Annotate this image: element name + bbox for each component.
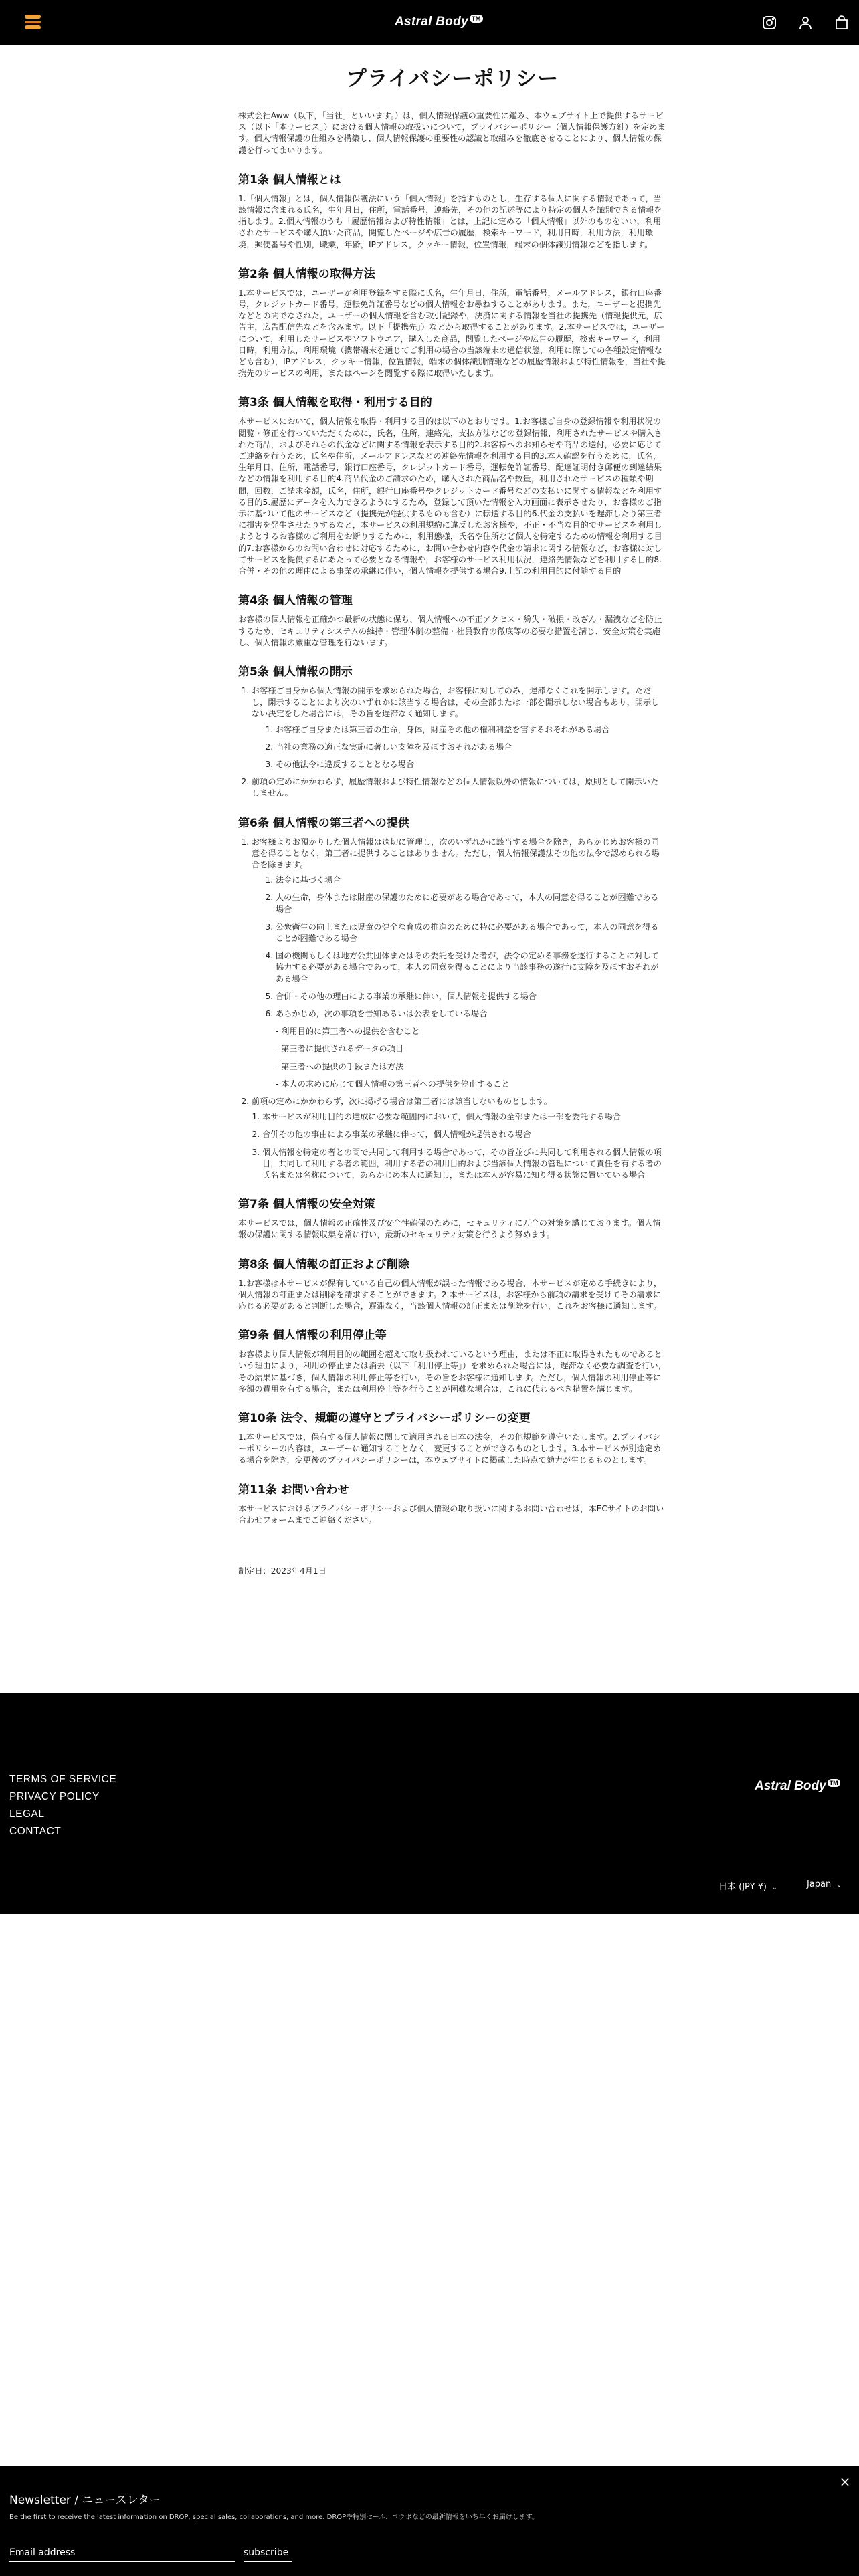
page-title: プライバシーポリシー: [345, 67, 559, 91]
list-item-text: 前項の定めにかかわらず，次に掲げる場合は第三者には該当しないものとします。: [252, 1096, 552, 1106]
list-item-text: お客様ご自身から個人情報の開示を求められた場合，お客様に対してのみ，遅滞なくこれを開示します。ただし，開示することにより次のいずれかに該当する場合は，その全部または一部を開示しない場合もあり，開示しない決定をした場合には，その旨を遅滞なく通知します。: [252, 685, 660, 719]
instagram-icon[interactable]: [761, 15, 777, 31]
sub-list-item: 1. 法令に基づく場合: [276, 875, 666, 886]
sub-list-item: 3. 公衆衛生の向上または児童の健全な育成の推進のために特に必要がある場合であって，本人の同意を得ることが困難である場合: [276, 922, 666, 944]
list-item: [252, 837, 666, 1090]
dash-list-item: - 第三者への提供の手段または方法: [276, 1061, 666, 1073]
list-item: [252, 1096, 666, 1181]
email-field[interactable]: [9, 2544, 235, 2562]
sub-list-item: 1. 本サービスが利用目的の達成に必要な範囲内において，個人情報の全部または一部を委託する場合: [262, 1111, 666, 1123]
article-title: 第4条 個人情報の管理: [238, 594, 353, 608]
sub-list-item: 4. 国の機関もしくは地方公共団体またはその委託を受けた者が，法令の定める事務を遂行することに対して協力する必要がある場合であって，本人の同意を得ることにより当該事務の遂行に支障を及ぼすおそれがある場合: [276, 950, 666, 985]
intro-paragraph: 株式会社Aww（以下，「当社」といいます。）は，個人情報保護の重要性に鑑み、本ウェブサイト上で提供するサービス（以下「本サービス」）における個人情報の取扱いについて，プライバシーポリシー（個人情報保護方針）を定めます。個人情報保護の仕組みを構築し、個人情報保護の重要性の認識と取組みを徹底させることにより、個人情報の保護を行ってまいります。: [238, 111, 666, 155]
article-body: 本サービスにおいて，個人情報を取得・利用する目的は以下のとおりです。1.お客様ご自身の登録情報や利用状況の閲覧・修正を行っていただくために，氏名，住所，連絡先，支払方法などの登録情報，利用されたサービスや購入された商品，およびそれらの代金などに関する情報を表示する目的2.お客様へのお知らせや商品の送付，必要に応じてご連絡を行うため，氏名や住所，メールアドレスなどの連絡先情報を利用する目的3.本人確認を行うために，氏名，生年月日，住所，電話番号，銀行口座番号，クレジットカード番号，運転免許証番号，配達証明付き郵便の到達結果などの情報を利用する目的4.商品代金のご請求のため，購入された商品名や数量，利用されたサービスの種類や期間，回数，ご請求金額，氏名，住所，銀行口座番号やクレジットカード番号などの支払いに関する情報などを利用する目的5.履歴にデータを入力できるようにするため，登録して頂いた情報を入力画面に表示させたり，お客様のご指示に基づいて他のサービスなど（提携先が提供するものも含む）に転送する目的6.代金の支払いを遅滞したり第三者に損害を発生させたりするなど，本サービスの利用規約に違反したお客様や，不正・不当な目的でサービスを利用しようとするお客様のご利用をお断りするために，利用態様，氏名や住所など個人を特定するための情報を利用する目的7.お客様からのお問い合わせに対応するために，お問い合わせ内容や代金の請求に関する情報など，お客様に対してサービスを提供するにあたって必要となる情報や，お客様のサービス利用状況，連絡先情報などを利用する目的8. 合併・その他の理由による事業の承継に伴い，個人情報を提供する場合9.上記の利用目的に付随する目的: [238, 417, 662, 576]
sub-list-item: 6. あらかじめ，次の事項を告知あるいは公表をしている場合: [276, 1008, 666, 1020]
sub-list-item: 2. 人の生命，身体または財産の保護のために必要がある場合であって，本人の同意を得ることが困難である場合: [276, 892, 666, 915]
close-icon[interactable]: ×: [839, 2474, 851, 2490]
sub-list-item: 5. 合併・その他の理由による事業の承継に伴い，個人情報を提供する場合: [276, 991, 666, 1002]
sub-list: [252, 724, 666, 771]
article-title: 第2条 個人情報の取得方法: [238, 267, 375, 281]
subscribe-button[interactable]: subscribe: [244, 2544, 292, 2562]
footer-brand-mark: TM: [828, 1779, 840, 1787]
cart-icon[interactable]: [834, 15, 850, 31]
disclosure-list: [238, 685, 666, 800]
chevron-down-icon: ⌄: [772, 1885, 777, 1891]
menu-icon[interactable]: [23, 12, 43, 32]
list-item: [252, 776, 666, 799]
footer-link-privacy[interactable]: PRIVACY POLICY: [9, 1791, 100, 1802]
list-item: [252, 685, 666, 770]
newsletter-popup: [0, 2466, 859, 2576]
dash-list-item: - 第三者に提供されるデータの項目: [276, 1043, 666, 1055]
established-date: 制定日：2023年4月1日: [238, 1566, 326, 1576]
article-body: 1.本サービスでは，ユーザーが利用登録をする際に氏名，生年月日，住所，電話番号，メールアドレス，銀行口座番号，クレジットカード番号，運転免許証番号などの個人情報をお尋ねすることがあります。また，ユーザーと提携先などとの間でなされた，ユーザーの個人情報を含む取引記録や，決済に関する情報を当社の提携先（情報提供元，広告主，広告配信先などを含みます。以下「提携先」）などから取得することがあります。2.本サービスでは，ユーザーについて，利用したサービスやソフトウエア，購入した商品，閲覧したページや広告の履歴，検索キーワード，利用日時，利用方法，利用環境（携帯端末を通じてご利用の場合の当該端末の通信状態，利用に際しての各種設定情報なども含む），IPアドレス，クッキー情報，位置情報，端末の個体識別情報などの履歴情報および特性情報を，当社や提携先のサービスの利用，またはページを閲覧する際に取得いたします。: [238, 288, 666, 379]
country-label: Japan: [807, 1879, 832, 1889]
article-body: 1.本サービスでは，保有する個人情報に関して適用される日本の法令，その他規範を遵守いたします。2.プライバシーポリシーの内容は，ユーザーに通知することなく，変更することができるものとします。3.本サービスが別途定める場合を除き，変更後のプライバシーポリシーは，本ウェブサイトに掲載した時点で効力が生じるものとします。: [238, 1432, 661, 1465]
dash-list: [252, 1026, 666, 1090]
sub-list: [252, 875, 666, 1020]
dash-list-item: - 利用目的に第三者への提供を含むこと: [276, 1026, 666, 1037]
article-body: 本サービスにおけるプライバシーポリシーおよび個人情報の取り扱いに関するお問い合わせは，本ECサイトのお問い合わせフォームまでご連絡ください。: [238, 1503, 664, 1525]
dash-list-item: - 本人の求めに応じて個人情報の第三者への提供を停止すること: [276, 1079, 666, 1090]
site-header: [0, 0, 859, 45]
newsletter-title: Newsletter / ニュースレター: [9, 2494, 161, 2507]
country-selector[interactable]: [807, 1879, 842, 1889]
sub-list-item: 2. 合併その他の事由による事業の承継に伴って，個人情報が提供される場合: [262, 1129, 666, 1140]
article-title: 第7条 個人情報の安全対策: [238, 1198, 375, 1212]
article-title: 第11条 お問い合わせ: [238, 1483, 349, 1497]
sub-list-item: 3. その他法令に違反することとなる場合: [276, 759, 666, 770]
article-title: 第3条 個人情報を取得・利用する目的: [238, 396, 432, 410]
brand-name: Astral Body: [395, 15, 468, 29]
currency-selector[interactable]: [719, 1879, 777, 1892]
footer-links: [9, 1771, 116, 1840]
article-title: 第5条 個人情報の開示: [238, 665, 353, 679]
brand-mark: TM: [470, 15, 483, 23]
sub-list-item: 3. 個人情報を特定の者との間で共同して利用する場合であって，その旨並びに共同して利用される個人情報の項目，共同して利用する者の範囲，利用する者の利用目的および当該個人情報の管理について責任を有する者の氏名または名称について，あらかじめ本人に通知し，または本人が容易に知り得る状態に置いている場合: [262, 1147, 666, 1182]
footer-link-legal[interactable]: LEGAL: [9, 1808, 45, 1820]
third-party-list: [238, 837, 666, 1182]
article-title: 第9条 個人情報の利用停止等: [238, 1329, 387, 1343]
account-icon[interactable]: [797, 15, 814, 31]
footer-brand-name: Astral Body: [755, 1779, 826, 1793]
main-content: [238, 62, 666, 1584]
list-item-text: お客様よりお預かりした個人情報は適切に管理し，次のいずれかに該当する場合を除き，あらかじめお客様の同意を得ることなく，第三者に提供することはありません。ただし，個人情報保護法その他の法令で認められる場合を除きます。: [252, 837, 660, 869]
article-title: 第6条 個人情報の第三者への提供: [238, 816, 409, 830]
article-body: お客様の個人情報を正確かつ最新の状態に保ち、個人情報への不正アクセス・紛失・破損・改ざん・漏洩などを防止するため、セキュリティシステムの維持・管理体制の整備・社員教育の徹底等の必要な措置を講じ、安全対策を実施し、個人情報の厳重な管理を行ないます。: [238, 615, 662, 647]
article-body: 1.お客様は本サービスが保有している自己の個人情報が誤った情報である場合，本サービスが定める手続きにより，個人情報の訂正または削除を請求することができます。2.本サービスは，お客様から前項の請求を受けてその請求に応じる必要があると判断した場合，遅滞なく，当該個人情報の訂正または削除を行い，これをお客様に通知します。: [238, 1278, 662, 1311]
article-body: 1.「個人情報」とは，個人情報保護法にいう「個人情報」を指すものとし，生存する個人に関する情報であって，当該情報に含まれる氏名，生年月日，住所，電話番号，連絡先，その他の記述等により特定の個人を識別できる情報を指します。2.個人情報のうち「履歴情報および特性情報」とは，上記に定める「個人情報」以外のものをいい，利用されたサービスや購入頂いた商品，閲覧したページや広告の履歴，検索キーワード，利用日時，利用方法，利用環境，郵便番号や性別，職業，年齢，IPアドレス，クッキー情報，位置情報，端末の個体識別情報などを指します。: [238, 193, 662, 249]
sub-list: [252, 1111, 666, 1181]
article-title: 第10条 法令、規範の遵守とプライバシーポリシーの変更: [238, 1412, 531, 1426]
article-body: お客様より個人情報が利用目的の範囲を超えて取り扱われているという理由，または不正に取得されたものであるという理由により，利用の停止または消去（以下「利用停止等」）を求められた場合には，遅滞なく必要な調査を行い，その結果に基づき，個人情報の利用停止等を行い，その旨をお客様に通知します。ただし，個人情報の利用停止等に多額の費用を有する場合，または利用停止等を行うことが困難な場合は，これに代わるべき措置を講じます。: [238, 1350, 666, 1394]
brand-logo[interactable]: [395, 15, 481, 32]
footer-link-contact[interactable]: CONTACT: [9, 1826, 62, 1837]
article-title: 第8条 個人情報の訂正および削除: [238, 1257, 409, 1271]
newsletter-description: Be the first to receive the latest information on DROP, special sales, collaborations, and more. DROPや特別セール、コラボなどの最新情報をいち早くお届けします。: [9, 2514, 539, 2521]
footer-link-terms[interactable]: TERMS OF SERVICE: [9, 1774, 117, 1785]
list-item-text: 前項の定めにかかわらず，履歴情報および特性情報などの個人情報以外の情報については，原則として開示いたしません。: [252, 777, 659, 798]
article-body: 本サービスでは，個人情報の正確性及び安全性確保のために，セキュリティに万全の対策を講じております。個人情報の保護に関する情報収集を常に行い，最新のセキュリティ対策を行うよう努めます。: [238, 1218, 661, 1240]
sub-list-item: 2. 当社の業務の適正な実施に著しい支障を及ぼすおそれがある場合: [276, 742, 666, 753]
site-footer: [0, 1693, 859, 1914]
currency-label: 日本 (JPY ¥): [719, 1882, 767, 1892]
chevron-down-icon: ⌄: [836, 1882, 842, 1889]
footer-brand-logo[interactable]: [755, 1779, 840, 1794]
article-title: 第1条 個人情報とは: [238, 173, 341, 187]
sub-list-item: 1. お客様ご自身または第三者の生命，身体，財産その他の権利利益を害するおそれがある場合: [276, 724, 666, 736]
